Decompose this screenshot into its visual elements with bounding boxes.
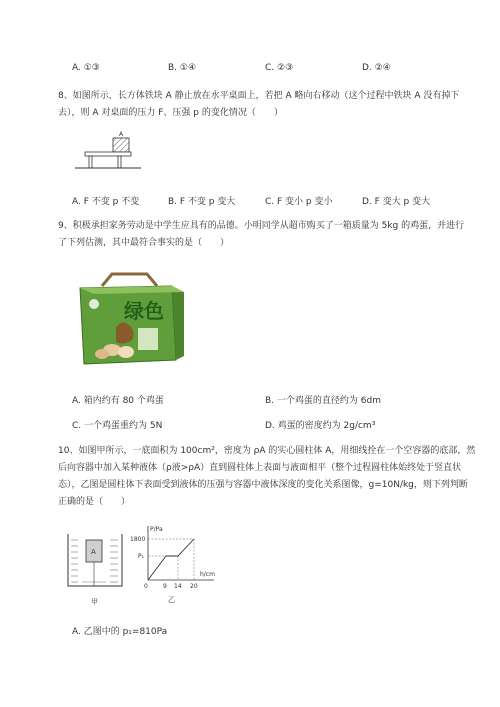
- y-axis-label: P/Pa: [150, 526, 163, 533]
- q8-option-d: D. F 变大 p 变大: [362, 197, 431, 207]
- q7-option-c: C. ②③: [265, 63, 294, 73]
- figure-yi: [130, 522, 222, 612]
- table-leg-right: [118, 156, 121, 168]
- q9-option-c: C. 一个鸡蛋重约为 5N: [72, 421, 163, 431]
- q8-line-2: 去），则 A 对桌面的压力 F、压强 p 的变化情况（ ）: [58, 108, 283, 118]
- q8-stem: [58, 88, 478, 122]
- y-tick-p1: P₁: [138, 553, 145, 560]
- x-axis-label: h/cm: [200, 571, 215, 578]
- q9-stem: [58, 218, 478, 252]
- block-a-label: A: [119, 131, 124, 138]
- egg-box-image: [72, 268, 187, 371]
- q7-option-a: A. ①③: [72, 63, 100, 73]
- q8-option-b: B. F 不变 p 变大: [168, 197, 236, 207]
- q9-option-b: B. 一个鸡蛋的直径约为 6dm: [265, 396, 381, 406]
- q9-option-a: A. 箱内约有 80 个鸡蛋: [72, 396, 164, 406]
- box-title: 绿色: [124, 299, 164, 323]
- q8-option-a: A. F 不变 p 不变: [72, 197, 140, 207]
- cylinder-a-label: A: [91, 548, 96, 556]
- q8-line-1: 8、如图所示，长方体铁块 A 静止放在水平桌面上，若把 A 略向右移动（这个过程中铁块 A 没有掉下: [58, 91, 460, 101]
- iron-block-a: [113, 138, 129, 152]
- figure-yi-label: 乙: [168, 596, 175, 604]
- q10-line-4: 正确的是（ ）: [58, 497, 131, 507]
- q10-line-1: 10、如图甲所示，一底面积为 100cm²，密度为 ρA 的实心圆柱体 A，用细线拴在一个空容器的底部，然: [58, 446, 476, 456]
- q10-line-2: 后向容器中加入某种液体（ρ液>ρA）直到圆柱体上表面与液面相平（整个过程圆柱体始终处于竖直状: [58, 463, 462, 473]
- q8-option-c: C. F 变小 p 变小: [265, 197, 333, 207]
- egg-icon: [118, 346, 134, 358]
- tabletop: [85, 152, 131, 156]
- q9-line-2: 了下列估测，其中最符合事实的是（ ）: [58, 238, 230, 248]
- x-tick-14: 14: [174, 583, 182, 590]
- figure-jia: [66, 528, 126, 610]
- label-panel: [138, 328, 158, 350]
- x-tick-9: 9: [163, 583, 167, 590]
- x-tick-0: 0: [144, 583, 148, 590]
- q7-option-d: D. ②④: [362, 63, 391, 73]
- guide-lines: [148, 539, 194, 580]
- pressure-depth-line: [148, 539, 194, 580]
- box-handle: [102, 274, 157, 286]
- x-tick-20: 20: [190, 583, 198, 590]
- q7-option-b: B. ①④: [168, 63, 197, 73]
- q9-option-d: D. 鸡蛋的密度约为 2g/cm³: [265, 421, 376, 431]
- brand-logo-icon: [89, 299, 99, 309]
- q9-line-1: 9、积极承担家务劳动是中学生应具有的品德。小明同学从超市购买了一箱质量为 5kg 的鸡蛋，并进行: [58, 221, 465, 231]
- q8-table-figure: [75, 128, 145, 173]
- q10-stem: [58, 443, 478, 511]
- table-leg-left: [89, 156, 92, 168]
- q10-line-3: 态），乙图是圆柱体下表面受到液体的压强与容器中液体深度的变化关系图像，g=10N/kg，则下列判断: [58, 480, 468, 490]
- y-tick-1800: 1800: [130, 536, 146, 543]
- egg-icon: [95, 349, 109, 359]
- q10-option-a: A. 乙图中的 p₁=810Pa: [72, 627, 168, 637]
- figure-jia-label: 甲: [91, 598, 98, 606]
